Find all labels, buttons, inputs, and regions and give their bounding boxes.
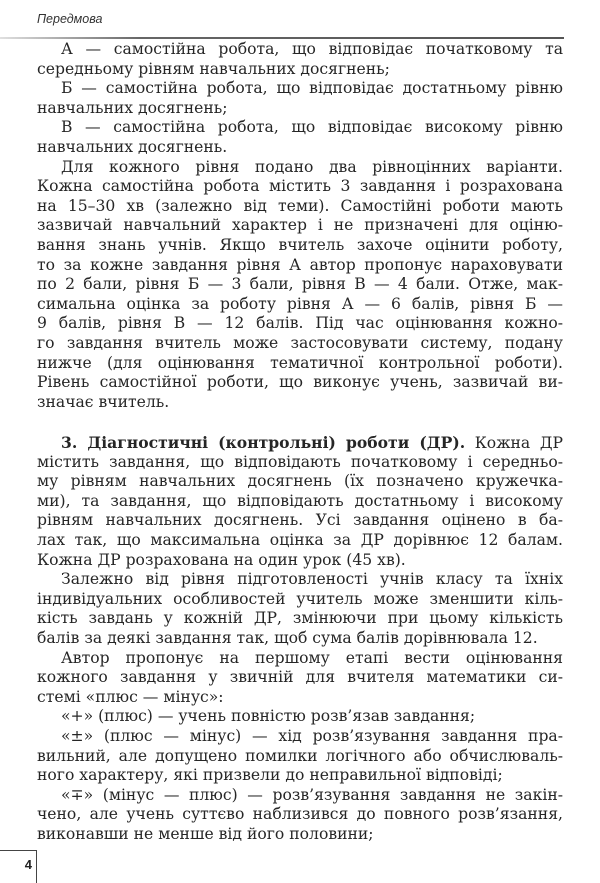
text-line: Автор пропонує на першому етапі вести оцінювання: [61, 648, 563, 667]
paragraph: [37, 40, 563, 79]
paragraph: [37, 118, 563, 157]
text-line: Б — самостійна робота, що відповідає достатньому рівню: [61, 79, 563, 98]
text-line: В — самостійна робота, що відповідає високому рівню: [61, 118, 563, 137]
running-header: Передмова: [37, 12, 103, 26]
text-line: симальна оцінка за роботу рівня А — 6 балів, рівня Б —: [37, 294, 563, 313]
paragraph: [37, 570, 563, 648]
text-line: лах так, що максимальна оцінка за ДР дорівнює 12 балам.: [37, 530, 563, 549]
text-line: містить завдання, що відповідають початковому і середньо-: [37, 452, 563, 471]
paragraph: [37, 158, 563, 413]
text-line: кість завдань у кожній ДР, змінюючи при цьому кількість: [37, 609, 563, 628]
section-heading: 3. Діагностичні (контрольні) роботи (ДР).: [61, 433, 466, 452]
text-line: Рівень самостійної роботи, що виконує учень, зазвичай ви-: [37, 373, 563, 392]
paragraph: [37, 727, 563, 786]
text-line: [37, 433, 563, 453]
text-line: Кожна ДР розрахована на один урок (45 хв).: [37, 550, 406, 569]
text-line: «∓» (мінус — плюс) — розв’язування завдання не закін-: [61, 785, 563, 804]
text-line: кожного завдання у звичній для вчителя математики си-: [37, 668, 563, 687]
text-line: «+» (плюс) — учень повністю розв’язав завдання;: [61, 707, 476, 726]
text-line: вання знань учнів. Якщо вчитель захоче оцінити роботу,: [37, 235, 563, 254]
text-line: середньому рівням навчальних досягнень;: [37, 59, 390, 78]
paragraph: [37, 707, 563, 727]
page-number: 4: [24, 857, 32, 872]
page-number-box: [0, 850, 37, 883]
text-line: А — самостійна робота, що відповідає початковому та: [61, 40, 563, 58]
text-line: на 15–30 хв (залежно від теми). Самостійні роботи мають: [37, 196, 563, 215]
paragraph: [37, 786, 563, 845]
text-line: вильний, але допущено помилки логічного або обчислюваль-: [37, 746, 563, 765]
text-line: значає вчитель.: [37, 392, 170, 411]
text-line: Для кожного рівня подано два рівноцінних варіанти.: [61, 157, 563, 176]
text-line: го завдання вчитель може застосовувати систему, подану: [37, 333, 563, 352]
text-line: му рівням навчальних досягнень (їх позначено кружечка-: [37, 472, 563, 491]
text-line: «±» (плюс — мінус) — хід розв’язування завдання пра-: [61, 726, 563, 745]
text-line: ного характеру, які призвели до неправильної відповіді;: [37, 766, 503, 785]
paragraph: [37, 649, 563, 708]
text-line: 9 балів, рівня В — 12 балів. Під час оцінювання кожно-: [37, 314, 563, 333]
text-line: рівням навчальних досягнень. Усі завдання оцінено в ба-: [37, 511, 563, 530]
text-line: по 2 бали, рівня Б — 3 бали, рівня В — 4 бали. Отже, мак-: [37, 275, 563, 294]
text-line: ми), та завдання, що відповідають достатньому і високому: [37, 491, 563, 510]
text-line: Залежно від рівня підготовленості учнів класу та їхніх: [61, 570, 563, 589]
text-line: нижче (для оцінювання тематичної контрольної роботи).: [37, 353, 563, 372]
text-line: стемі «плюс — мінус»:: [37, 687, 224, 706]
text-block-self-study: [37, 40, 563, 412]
line-text: Кожна ДР: [465, 434, 564, 452]
paragraph: [37, 79, 563, 118]
text-line: чено, але учень суттєво наблизився до повного розв’язання,: [37, 805, 563, 824]
text-line: зазвичай навчальний характер і не призначені для оціню-: [37, 216, 563, 235]
text-line: Кожна самостійна робота містить 3 завдання і розрахована: [37, 177, 563, 196]
text-line: індивідуальних особливостей учитель може зменшити кіль-: [37, 589, 563, 608]
text-line: навчальних досягнень.: [37, 137, 228, 156]
paragraph: [37, 433, 563, 570]
text-line: то за кожне завдання рівня А автор пропонує нараховувати: [37, 255, 563, 274]
text-block-diagnostic-works: [37, 433, 563, 844]
header-rule: [0, 37, 564, 39]
text-line: балів за деякі завдання так, щоб сума балів дорівнювала 12.: [37, 628, 538, 647]
text-line: навчальних досягнень;: [37, 98, 228, 117]
text-line: виконавши не менше від його половини;: [37, 824, 374, 843]
